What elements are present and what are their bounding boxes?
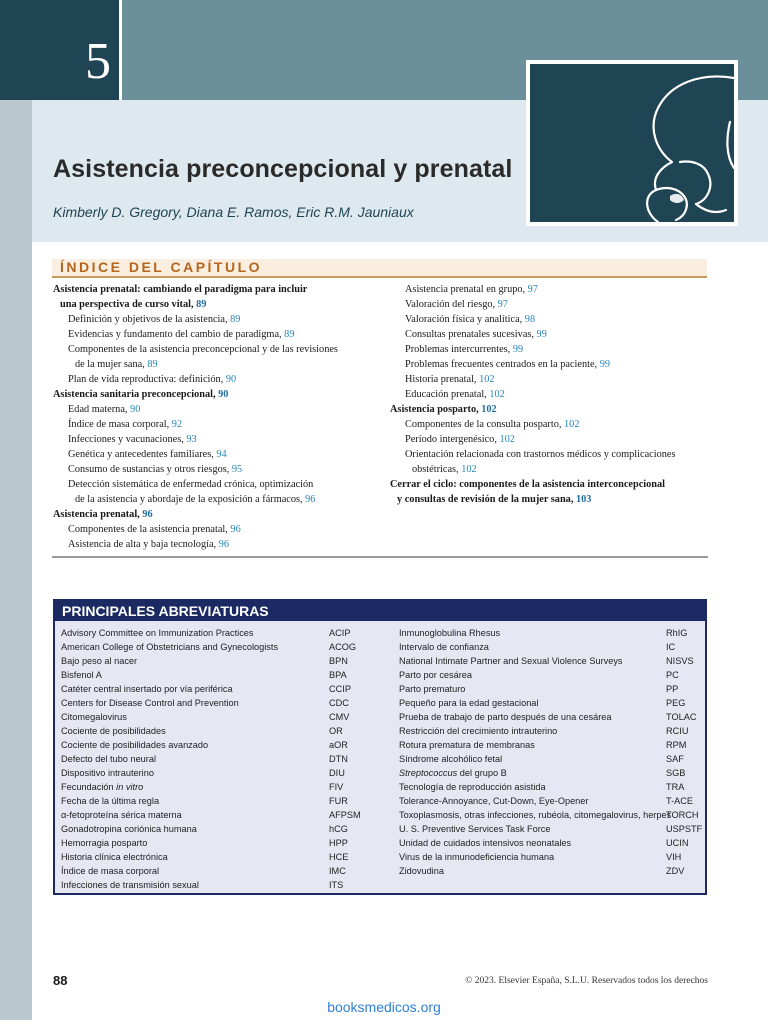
abbreviation-code: T-ACE bbox=[666, 796, 694, 806]
abbreviation-code: IMC bbox=[329, 866, 346, 876]
toc-entry bbox=[53, 537, 393, 552]
abbreviation-term bbox=[399, 866, 444, 876]
abbreviation-term-text: Parto por cesárea bbox=[399, 670, 473, 680]
abbreviation-code: USPSTF bbox=[666, 824, 703, 834]
toc-entry-continuation bbox=[68, 492, 393, 507]
toc-entry-text: Consumo de sustancias y otros riesgos, bbox=[68, 464, 230, 475]
toc-entry bbox=[53, 327, 393, 342]
abbreviation-term bbox=[399, 642, 489, 652]
toc-entry-text: Asistencia prenatal en grupo, bbox=[405, 284, 526, 295]
toc-entry-continuation-text: obstétricas, bbox=[412, 464, 459, 475]
abbreviation-code: CDC bbox=[329, 698, 349, 708]
chapter-emblem-image bbox=[526, 60, 738, 226]
chapter-authors: Kimberly D. Gregory, Diana E. Ramos, Eric R.M. Jauniaux bbox=[53, 204, 414, 220]
toc-entry bbox=[390, 477, 720, 507]
toc-page-link[interactable]: 102 bbox=[499, 434, 515, 445]
toc-page-link[interactable]: 102 bbox=[481, 404, 497, 415]
abbreviation-term bbox=[61, 656, 137, 666]
abbreviation-term-text: Zidovudina bbox=[399, 866, 444, 876]
toc-page-link[interactable]: 97 bbox=[527, 284, 538, 295]
abbreviation-code: FUR bbox=[329, 796, 348, 806]
abbreviation-term-text: Intervalo de confianza bbox=[399, 642, 489, 652]
toc-entry bbox=[53, 477, 393, 507]
abbreviation-term bbox=[399, 726, 557, 736]
abbreviation-term bbox=[61, 698, 239, 708]
toc-entry-text: Historia prenatal, bbox=[405, 374, 477, 385]
abbreviation-term-text: Gonadotropina coriónica humana bbox=[61, 824, 197, 834]
abbreviation-code: ZDV bbox=[666, 866, 685, 876]
abbreviations-box bbox=[53, 599, 707, 895]
toc-page-link[interactable]: 94 bbox=[216, 449, 227, 460]
abbreviation-row bbox=[61, 668, 381, 682]
abbreviation-row bbox=[399, 752, 704, 766]
toc-entry-text: Definición y objetivos de la asistencia, bbox=[68, 314, 228, 325]
toc-page-link[interactable]: 89 bbox=[147, 359, 158, 370]
abbreviation-term-text: Advisory Committee on Immunization Practices bbox=[61, 628, 254, 638]
toc-entry-text: Evidencias y fundamento del cambio de paradigma, bbox=[68, 329, 282, 340]
abbreviation-row bbox=[399, 738, 704, 752]
abbreviation-term-text: Parto prematuro bbox=[399, 684, 466, 694]
abbreviation-term bbox=[61, 824, 197, 834]
abbreviation-term bbox=[61, 628, 254, 638]
abbreviation-code: BPA bbox=[329, 670, 347, 680]
abbreviation-code: SGB bbox=[666, 768, 686, 778]
toc-left-column bbox=[53, 282, 393, 552]
abbreviation-row bbox=[399, 766, 704, 780]
abbreviation-code: PP bbox=[666, 684, 679, 694]
abbreviation-row bbox=[61, 836, 381, 850]
toc-page-link[interactable]: 97 bbox=[497, 299, 508, 310]
abbreviation-term bbox=[61, 670, 102, 680]
abbreviation-code: CCIP bbox=[329, 684, 351, 694]
abbreviation-code: HPP bbox=[329, 838, 348, 848]
abbreviation-term-text: U. S. Preventive Services Task Force bbox=[399, 824, 551, 834]
toc-page-link[interactable]: 102 bbox=[479, 374, 495, 385]
abbreviation-code: ITS bbox=[329, 880, 344, 890]
abbreviation-term-text: Síndrome alcohólico fetal bbox=[399, 754, 503, 764]
abbreviation-row bbox=[399, 626, 704, 640]
abbreviation-row bbox=[399, 822, 704, 836]
toc-entry-text: Orientación relacionada con trastornos médicos y complicaciones bbox=[405, 449, 676, 460]
abbreviation-term bbox=[399, 852, 554, 862]
abbreviation-term-text: Catéter central insertado por vía periférica bbox=[61, 684, 233, 694]
toc-page-link[interactable]: 96 bbox=[305, 494, 316, 505]
abbreviation-code: ACIP bbox=[329, 628, 351, 638]
abbreviation-row bbox=[61, 724, 381, 738]
toc-entry bbox=[53, 447, 393, 462]
toc-entry bbox=[53, 372, 393, 387]
toc-entry-text: Asistencia prenatal: cambiando el paradigma para incluir bbox=[53, 284, 308, 295]
toc-entry-text: Genética y antecedentes familiares, bbox=[68, 449, 214, 460]
abbreviation-code: AFPSM bbox=[329, 810, 361, 820]
toc-entry-text: Educación prenatal, bbox=[405, 389, 487, 400]
abbreviation-row bbox=[61, 752, 381, 766]
toc-entry bbox=[390, 372, 720, 387]
toc-entry-continuation bbox=[390, 492, 720, 507]
section-divider bbox=[52, 556, 708, 558]
abbreviation-row bbox=[61, 780, 381, 794]
toc-page-link[interactable]: 92 bbox=[171, 419, 183, 430]
abbreviation-term bbox=[61, 768, 154, 778]
abbreviation-code: RhIG bbox=[666, 628, 688, 638]
abbreviation-term-text: National Intimate Partner and Sexual Violence Surveys bbox=[399, 656, 623, 666]
abbreviations-left-column bbox=[61, 626, 381, 892]
toc-entry-text: Componentes de la consulta posparto, bbox=[405, 419, 562, 430]
abbreviation-row bbox=[61, 710, 381, 724]
abbreviation-row bbox=[399, 850, 704, 864]
toc-header bbox=[52, 259, 707, 278]
toc-entry-text: Valoración del riesgo, bbox=[405, 299, 496, 310]
abbreviation-row bbox=[399, 808, 704, 822]
toc-page-link[interactable]: 96 bbox=[142, 509, 153, 520]
abbreviation-term bbox=[61, 712, 127, 722]
abbreviation-term bbox=[399, 838, 571, 848]
abbreviation-row bbox=[399, 710, 704, 724]
toc-entry-text: Asistencia sanitaria preconcepcional, bbox=[53, 389, 216, 400]
abbreviation-code: OR bbox=[329, 726, 343, 736]
abbreviation-term-text: American College of Obstetricians and Gynecologists bbox=[61, 642, 279, 652]
chapter-title: Asistencia preconcepcional y prenatal bbox=[53, 155, 513, 183]
left-margin-strip bbox=[0, 100, 32, 1020]
toc-entry-text: Valoración física y analítica, bbox=[405, 314, 523, 325]
abbreviation-term bbox=[399, 796, 588, 806]
toc-entry-text: Período intergenésico, bbox=[405, 434, 497, 445]
abbreviation-term-text: Toxoplasmosis, otras infecciones, rubéola, citomegalovirus, herpes bbox=[399, 810, 672, 820]
abbreviation-term bbox=[399, 670, 472, 680]
toc-page-link[interactable]: 103 bbox=[575, 494, 592, 505]
abbreviation-term-text: α-fetoproteína sérica materna bbox=[61, 810, 182, 820]
toc-page-link[interactable]: 95 bbox=[231, 464, 243, 475]
abbreviation-row bbox=[61, 878, 381, 892]
abbreviation-row bbox=[61, 738, 381, 752]
abbreviation-term bbox=[399, 698, 538, 708]
toc-page-link[interactable]: 102 bbox=[564, 419, 580, 430]
abbreviation-term bbox=[61, 684, 233, 694]
abbreviation-term-text: Historia clínica electrónica bbox=[61, 852, 168, 862]
toc-page-link[interactable]: 99 bbox=[512, 344, 524, 355]
abbreviation-row bbox=[61, 654, 381, 668]
toc-right-column bbox=[390, 282, 720, 507]
toc-page-link[interactable]: 102 bbox=[461, 464, 477, 475]
abbreviation-row bbox=[61, 696, 381, 710]
toc-entry bbox=[390, 357, 720, 372]
abbreviation-term bbox=[61, 642, 278, 652]
toc-entry bbox=[390, 327, 720, 342]
abbreviation-term bbox=[61, 726, 166, 736]
abbreviation-term-italic: in vitro bbox=[116, 782, 144, 792]
abbreviation-term-text: Fecundación bbox=[61, 782, 117, 792]
toc-page-link[interactable]: 96 bbox=[230, 524, 241, 535]
toc-entry-continuation bbox=[53, 297, 393, 312]
toc-entry-text: Plan de vida reproductiva: definición, bbox=[68, 374, 224, 385]
abbreviation-code: DIU bbox=[329, 768, 345, 778]
toc-entry bbox=[390, 342, 720, 357]
abbreviation-row bbox=[399, 780, 704, 794]
abbreviation-code: PC bbox=[666, 670, 679, 680]
abbreviation-term-text: Restricción del crecimiento intrauterino bbox=[399, 726, 558, 736]
abbreviation-row bbox=[399, 640, 704, 654]
toc-page-link[interactable]: 89 bbox=[196, 299, 207, 310]
toc-entry-text: Consultas prenatales sucesivas, bbox=[405, 329, 534, 340]
abbreviation-row bbox=[399, 682, 704, 696]
abbreviation-term-text: Prueba de trabajo de parto después de una cesárea bbox=[399, 712, 612, 722]
toc-entry bbox=[53, 342, 393, 372]
abbreviation-term bbox=[61, 782, 143, 792]
toc-entry bbox=[390, 402, 720, 417]
toc-entry-text: Edad materna, bbox=[68, 404, 128, 415]
abbreviation-term bbox=[61, 852, 168, 862]
abbreviation-code: TRA bbox=[666, 782, 685, 792]
toc-entry-text: Asistencia posparto, bbox=[390, 404, 479, 415]
abbreviation-term-text: Bisfenol A bbox=[61, 670, 102, 680]
abbreviation-term-text: Dispositivo intrauterino bbox=[61, 768, 154, 778]
abbreviation-code: RCIU bbox=[666, 726, 689, 736]
abbreviation-term bbox=[399, 656, 623, 666]
abbreviation-term-text: Cociente de posibilidades avanzado bbox=[61, 740, 209, 750]
abbreviation-row bbox=[399, 696, 704, 710]
abbreviation-code: PEG bbox=[666, 698, 686, 708]
abbreviation-term bbox=[399, 768, 507, 778]
toc-entry-text: Componentes de la asistencia prenatal, bbox=[68, 524, 228, 535]
toc-entry-text: Asistencia prenatal, bbox=[53, 509, 140, 520]
toc-entry bbox=[390, 312, 720, 327]
abbreviation-term bbox=[399, 754, 502, 764]
abbreviations-title: PRINCIPALES ABREVIATURAS bbox=[55, 601, 705, 621]
toc-entry bbox=[53, 387, 393, 402]
abbreviation-term bbox=[399, 740, 535, 750]
abbreviation-term-text: Pequeño para la edad gestacional bbox=[399, 698, 539, 708]
abbreviation-term-text: Inmunoglobulina Rhesus bbox=[399, 628, 501, 638]
abbreviation-code: SAF bbox=[666, 754, 684, 764]
toc-page-link[interactable]: 98 bbox=[524, 314, 536, 325]
toc-entry bbox=[53, 312, 393, 327]
toc-entry bbox=[390, 447, 720, 477]
abbreviation-code: IC bbox=[666, 642, 676, 652]
abbreviation-code: HCE bbox=[329, 852, 349, 862]
abbreviation-term-text: Defecto del tubo neural bbox=[61, 754, 157, 764]
abbreviation-term bbox=[61, 796, 159, 806]
abbreviation-term-text: Fecha de la última regla bbox=[61, 796, 160, 806]
toc-page-link[interactable]: 89 bbox=[284, 329, 295, 340]
toc-entry-continuation-text: una perspectiva de curso vital, bbox=[60, 299, 194, 310]
abbreviation-term bbox=[61, 838, 147, 848]
abbreviation-term-text: Rotura prematura de membranas bbox=[399, 740, 535, 750]
toc-entry-continuation bbox=[68, 357, 393, 372]
abbreviation-term bbox=[399, 810, 671, 820]
abbreviation-term bbox=[399, 628, 500, 638]
abbreviation-row bbox=[61, 682, 381, 696]
abbreviation-term-text: Cociente de posibilidades bbox=[61, 726, 166, 736]
abbreviation-code: ACOG bbox=[329, 642, 357, 652]
chapter-number-box bbox=[0, 0, 122, 100]
abbreviation-term bbox=[61, 866, 159, 876]
abbreviation-code: TORCH bbox=[666, 810, 699, 820]
toc-page-link[interactable]: 99 bbox=[599, 359, 610, 370]
abbreviation-term-text: Citomegalovirus bbox=[61, 712, 127, 722]
abbreviation-term-text: Hemorragia posparto bbox=[61, 838, 148, 848]
abbreviation-term-text: Bajo peso al nacer bbox=[61, 656, 138, 666]
toc-entry bbox=[390, 432, 720, 447]
abbreviation-term-text: Unidad de cuidados intensivos neonatales bbox=[399, 838, 572, 848]
toc-entry bbox=[390, 297, 720, 312]
abbreviation-code: CMV bbox=[329, 712, 350, 722]
abbreviation-term-text: Virus de la inmunodeficiencia humana bbox=[399, 852, 555, 862]
toc-entry-text: Infecciones y vacunaciones, bbox=[68, 434, 184, 445]
toc-entry bbox=[53, 507, 393, 522]
toc-page-link[interactable]: 90 bbox=[130, 404, 141, 415]
abbreviation-row bbox=[61, 794, 381, 808]
abbreviations-right-column bbox=[399, 626, 704, 878]
toc-entry bbox=[53, 432, 393, 447]
toc-header-label: ÍNDICE DEL CAPÍTULO bbox=[60, 259, 263, 275]
toc-entry bbox=[53, 402, 393, 417]
abbreviation-code: RPM bbox=[666, 740, 687, 750]
toc-entry-continuation-text: y consultas de revisión de la mujer sana, bbox=[397, 494, 574, 505]
abbreviation-code: aOR bbox=[329, 740, 348, 750]
abbreviation-term-text: Infecciones de transmisión sexual bbox=[61, 880, 199, 890]
abbreviation-term-text: Tecnología de reproducción asistida bbox=[399, 782, 546, 792]
toc-entry bbox=[53, 417, 393, 432]
toc-entry-continuation bbox=[405, 462, 720, 477]
toc-entry bbox=[390, 387, 720, 402]
abbreviation-row bbox=[399, 864, 704, 878]
abbreviation-term-text: Índice de masa corporal bbox=[61, 866, 160, 876]
abbreviation-code: BPN bbox=[329, 656, 348, 666]
abbreviation-row bbox=[399, 794, 704, 808]
abbreviation-term-text: Centers for Disease Control and Prevention bbox=[61, 698, 239, 708]
abbreviation-term bbox=[61, 810, 182, 820]
abbreviation-code: TOLAC bbox=[666, 712, 697, 722]
toc-page-link[interactable]: 90 bbox=[225, 374, 237, 385]
abbreviation-term bbox=[399, 684, 465, 694]
toc-entry bbox=[53, 462, 393, 477]
abbreviation-code: VIH bbox=[666, 852, 682, 862]
toc-page-link[interactable]: 102 bbox=[489, 389, 505, 400]
toc-entry bbox=[390, 282, 720, 297]
abbreviation-term-italic: Streptococcus bbox=[399, 768, 458, 778]
toc-entry bbox=[390, 417, 720, 432]
abbreviation-code: DTN bbox=[329, 754, 348, 764]
abbreviation-row bbox=[61, 626, 381, 640]
fetus-silhouette-icon bbox=[530, 64, 734, 222]
abbreviation-row bbox=[399, 724, 704, 738]
toc-page-link[interactable]: 93 bbox=[186, 434, 197, 445]
abbreviation-term-text: Tolerance-Annoyance, Cut-Down, Eye-Opener bbox=[399, 796, 589, 806]
toc-entry-text: Cerrar el ciclo: componentes de la asistencia interconcepcional bbox=[390, 479, 666, 490]
abbreviation-term bbox=[399, 712, 612, 722]
toc-entry-text: Asistencia de alta y baja tecnología, bbox=[68, 539, 217, 550]
abbreviation-code: FIV bbox=[329, 782, 344, 792]
abbreviation-term bbox=[61, 880, 199, 890]
abbreviation-code: hCG bbox=[329, 824, 348, 834]
toc-entry-continuation-text: de la mujer sana, bbox=[75, 359, 145, 370]
copyright-notice: © 2023. Elsevier España, S.L.U. Reservados todos los derechos bbox=[465, 976, 708, 986]
page-number: 88 bbox=[53, 973, 68, 988]
abbreviation-term bbox=[61, 740, 208, 750]
abbreviation-term-text: del grupo B bbox=[457, 768, 507, 778]
toc-entry bbox=[53, 522, 393, 537]
abbreviation-row bbox=[61, 766, 381, 780]
abbreviation-code: NISVS bbox=[666, 656, 694, 666]
abbreviation-row bbox=[61, 822, 381, 836]
abbreviation-row bbox=[61, 640, 381, 654]
abbreviation-term bbox=[399, 824, 550, 834]
abbreviation-term bbox=[399, 782, 546, 792]
toc-entry-text: Detección sistemática de enfermedad crónica, optimización bbox=[68, 479, 314, 490]
abbreviation-row bbox=[399, 654, 704, 668]
toc-page-link[interactable]: 90 bbox=[218, 389, 229, 400]
abbreviation-row bbox=[61, 850, 381, 864]
watermark-link[interactable]: booksmedicos.org bbox=[327, 999, 441, 1015]
abbreviation-row bbox=[61, 864, 381, 878]
toc-entry-text: Componentes de la asistencia preconcepcional y de las revisiones bbox=[68, 344, 338, 355]
abbreviation-row bbox=[399, 668, 704, 682]
abbreviation-row bbox=[399, 836, 704, 850]
toc-entry-text: Problemas intercurrentes, bbox=[405, 344, 511, 355]
abbreviation-term bbox=[61, 754, 156, 764]
toc-page-link[interactable]: 89 bbox=[230, 314, 241, 325]
toc-page-link[interactable]: 96 bbox=[218, 539, 229, 550]
toc-page-link[interactable]: 99 bbox=[536, 329, 547, 340]
toc-entry-text: Índice de masa corporal, bbox=[68, 419, 170, 430]
abbreviation-row bbox=[61, 808, 381, 822]
abbreviation-code: UCIN bbox=[666, 838, 689, 848]
chapter-number: 5 bbox=[85, 33, 111, 90]
toc-entry-text: Problemas frecuentes centrados en la paciente, bbox=[405, 359, 598, 370]
toc-entry-continuation-text: de la asistencia y abordaje de la exposición a fármacos, bbox=[75, 494, 303, 505]
toc-entry bbox=[53, 282, 393, 312]
